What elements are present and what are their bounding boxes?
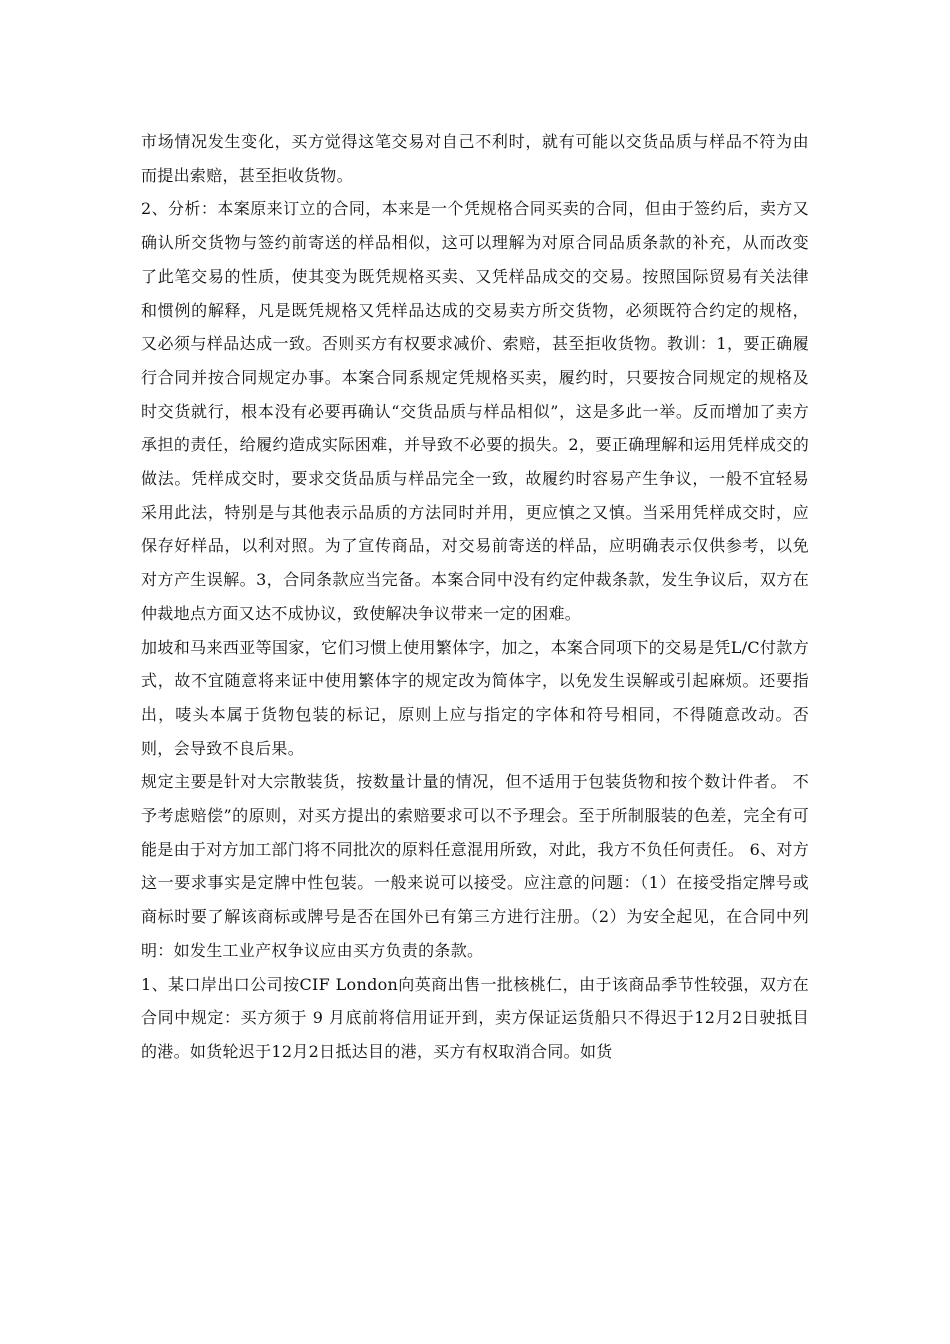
paragraph-1: 市场情况发生变化，买方觉得这笔交易对自己不利时，就有可能以交货品质与样品不符为由而提出索赔，甚至拒收货物。 — [141, 132, 809, 185]
paragraph-2: 2、分析：本案原来订立的合同，本来是一个凭规格合同买卖的合同，但由于签约后，卖方又确认所交货物与签约前寄送的样品相似，这可以理解为对原合同品质条款的补充，从而改变了此笔交易的性质，使其变为既凭规格买卖、又凭样品成交的交易。按照国际贸易有关法律和惯例的解释，凡是既凭规格又凭样品达成的交易卖方所交货物，必须既符合约定的规格，又必须与样品达成一致。否则买方有权要求减价、索赔，甚至拒收货物。教训：1，要正确履行合同并按合同规定办事。本案合同系规定凭规格买卖，履约时，只要按合同规定的规格及时交货就行，根本没有必要再确认“交货品质与样品相似”，这是多此一举。反而增加了卖方承担的责任，给履约造成实际困难，并导致不必要的损失。2，要正确理解和运用凭样成交的做法。凭样成交时，要求交货品质与样品完全一致，故履约时容易产生争议，一般不宜轻易采用此法，特别是与其他表示品质的方法同时并用，更应慎之又慎。当采用凭样成交时，应保存好样品，以利对照。为了宣传商品，对交易前寄送的样品，应明确表示仅供参考，以免对方产生误解。3，合同条款应当完备。本案合同中没有约定仲裁条款，发生争议后，双方在仲裁地点方面又达不成协议，致使解决争议带来一定的困难。 — [141, 199, 809, 623]
paragraph-5: 1、某口岸出口公司按CIF London向英商出售一批核桃仁，由于该商品季节性较强，双方在合同中规定：买方须于 9 月底前将信用证开到，卖方保证运货船只不得迟于12月2日驶抵目的港。如货轮迟于12月2日抵达目的港，买方有权取消合同。如货 — [141, 974, 809, 1061]
paragraph-4: 规定主要是针对大宗散装货，按数量计量的情况，但不适用于包装货物和按个数计件者。 不予考虑赔偿”的原则，对买方提出的索赔要求可以不予理会。至于所制服装的色差，完全有可能是由于对方加工部门将不同批次的原料任意混用所致，对此，我方不负任何责任。 6、对方这一要求事实是定牌中性包装。一般来说可以接受。应注意的问题：（1）在接受指定牌号或商标时要了解该商标或牌号是否在国外已有第三方进行注册。（2）为安全起见，在合同中列明：如发生工业产权争议应由买方负责的条款。 — [141, 772, 809, 960]
document-body — [141, 125, 809, 1069]
paragraph-3: 加坡和马来西亚等国家，它们习惯上使用繁体字，加之，本案合同项下的交易是凭L/C付款方式，故不宜随意将来证中使用繁体字的规定改为简体字，以免发生误解或引起麻烦。还要指出，唛头本属于货物包装的标记，原则上应与指定的字体和符号相同，不得随意改动。否则，会导致不良后果。 — [141, 637, 809, 758]
